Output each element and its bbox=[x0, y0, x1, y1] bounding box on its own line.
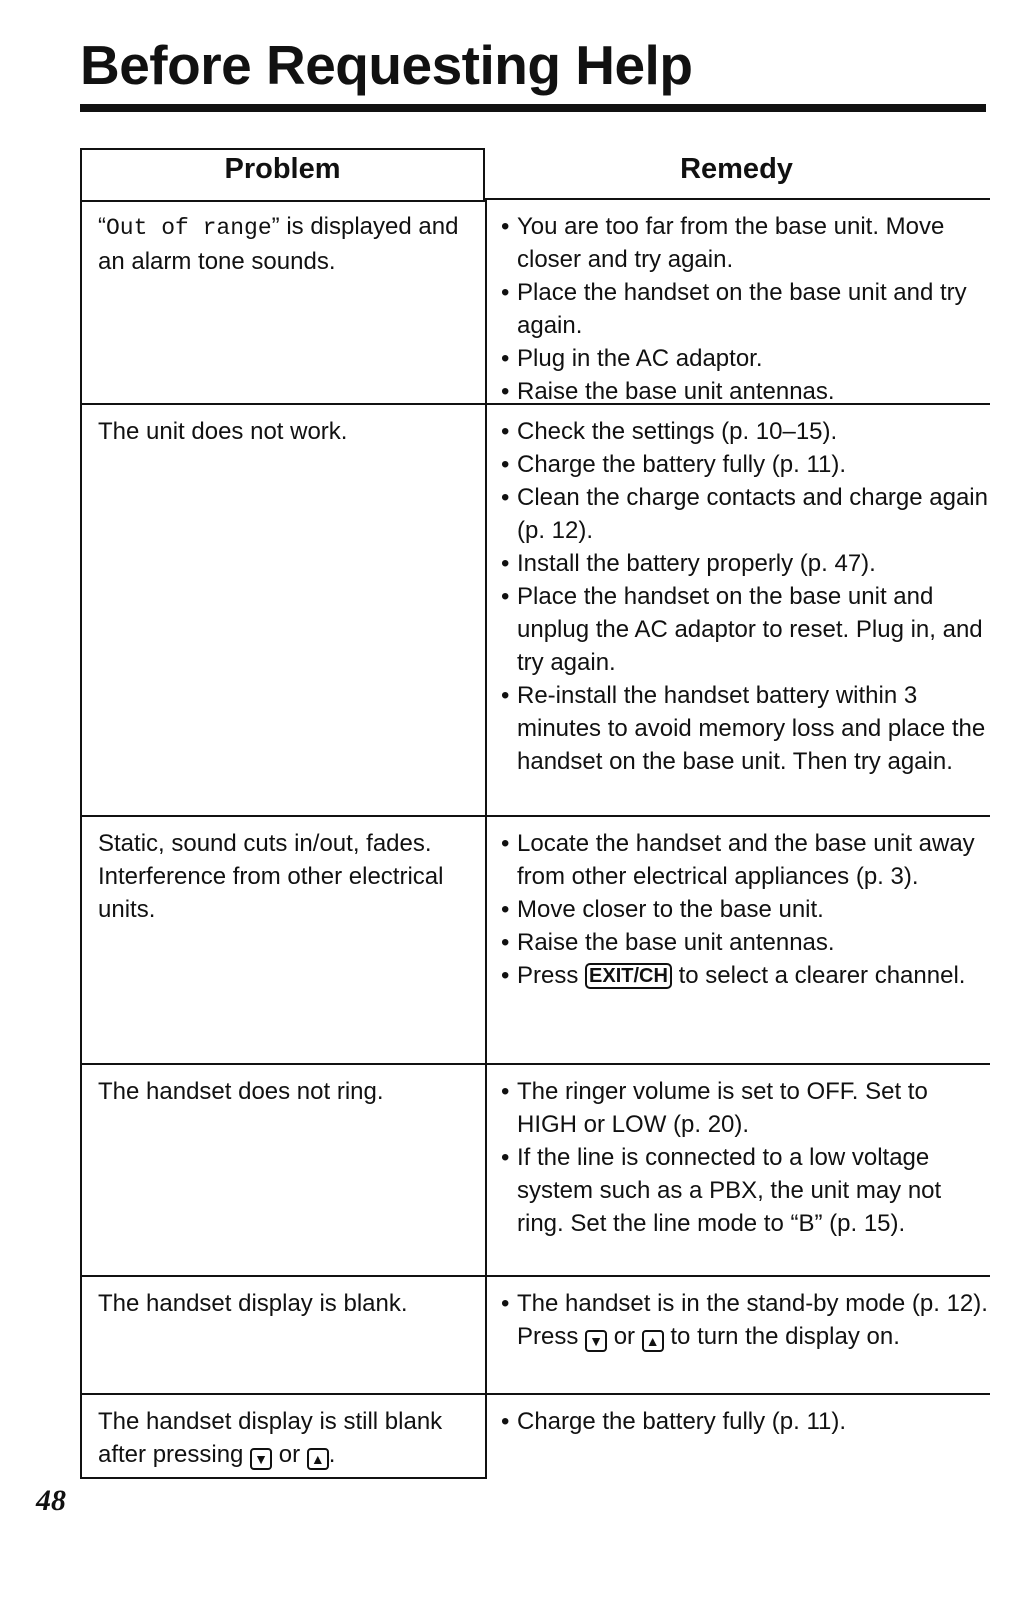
problem-text: or bbox=[278, 1441, 301, 1468]
remedy-text: Press bbox=[517, 962, 579, 989]
remedy-cell bbox=[487, 200, 990, 403]
remedy-cell bbox=[487, 1395, 990, 1479]
remedy-cell bbox=[487, 405, 990, 815]
remedy-item: • Check the settings (p. 10–15). bbox=[501, 415, 990, 448]
remedy-header: Remedy bbox=[680, 153, 793, 185]
exit-ch-key: EXIT/CH bbox=[585, 963, 672, 989]
remedy-text: The handset is in the stand-by mode (p. 12). Press bbox=[517, 1290, 988, 1350]
remedy-item: • Locate the handset and the base unit away from other electrical appliances (p. 3). bbox=[501, 827, 990, 893]
remedy-item: • You are too far from the base unit. Move closer and try again. bbox=[501, 210, 990, 276]
remedy-text: to turn the display on. bbox=[670, 1323, 900, 1350]
remedy-item: • Plug in the AC adaptor. bbox=[501, 342, 990, 375]
table-row bbox=[80, 817, 990, 1065]
problem-cell: “Out of range” is displayed and an alarm tone sounds. bbox=[80, 200, 487, 403]
display-message: Out of range bbox=[106, 215, 272, 241]
table-row bbox=[80, 1277, 990, 1395]
problem-cell: Static, sound cuts in/out, fades. Interference from other electrical units. bbox=[80, 817, 487, 1063]
remedy-item: • Charge the battery fully (p. 11). bbox=[501, 1405, 990, 1438]
problem-text: . bbox=[328, 1441, 336, 1468]
problem-cell: The handset does not ring. bbox=[80, 1065, 487, 1275]
remedy-item bbox=[501, 1287, 990, 1353]
table-row bbox=[80, 1065, 990, 1277]
problem-cell: The unit does not work. bbox=[80, 405, 487, 815]
title-rule bbox=[80, 104, 986, 112]
table-row bbox=[80, 200, 990, 405]
problem-cell bbox=[80, 1395, 487, 1479]
remedy-cell bbox=[487, 817, 990, 1063]
down-arrow-key-icon: ▼ bbox=[250, 1448, 272, 1470]
page-number: 48 bbox=[36, 1484, 66, 1517]
problem-cell: The handset display is blank. bbox=[80, 1277, 487, 1393]
problem-header: Problem bbox=[224, 153, 341, 185]
problem-text: is displayed and an alarm tone sounds. bbox=[98, 213, 459, 275]
remedy-item: • Place the handset on the base unit and unplug the AC adaptor to reset. Plug in, and try again. bbox=[501, 580, 990, 679]
down-arrow-key-icon: ▼ bbox=[585, 1330, 607, 1352]
troubleshooting-table bbox=[80, 148, 990, 1479]
remedy-item: • Raise the base unit antennas. bbox=[501, 375, 990, 408]
remedy-item: • Move closer to the base unit. bbox=[501, 893, 990, 926]
remedy-text: to select a clearer channel. bbox=[678, 962, 966, 989]
page-title: Before Requesting Help bbox=[80, 34, 693, 96]
remedy-item: • Place the handset on the base unit and try again. bbox=[501, 276, 990, 342]
table-row bbox=[80, 405, 990, 817]
table-row bbox=[80, 1395, 990, 1479]
remedy-item: • Re-install the handset battery within 3 minutes to avoid memory loss and place the handset on the base unit. Then try again. bbox=[501, 679, 990, 778]
up-arrow-key-icon: ▲ bbox=[642, 1330, 664, 1352]
table-header bbox=[80, 148, 990, 200]
remedy-text: or bbox=[613, 1323, 636, 1350]
remedy-item: • The ringer volume is set to OFF. Set to HIGH or LOW (p. 20). bbox=[501, 1075, 990, 1141]
remedy-item: • Clean the charge contacts and charge again (p. 12). bbox=[501, 481, 990, 547]
remedy-cell bbox=[487, 1277, 990, 1393]
problem-text: The handset display is still blank after pressing bbox=[98, 1408, 443, 1468]
remedy-item: • Raise the base unit antennas. bbox=[501, 926, 990, 959]
remedy-item: • If the line is connected to a low voltage system such as a PBX, the unit may not ring. Set the line mode to “B” (p. 15). bbox=[501, 1141, 990, 1240]
remedy-item: • Install the battery properly (p. 47). bbox=[501, 547, 990, 580]
remedy-item bbox=[501, 959, 990, 992]
remedy-item: • Charge the battery fully (p. 11). bbox=[501, 448, 990, 481]
up-arrow-key-icon: ▲ bbox=[307, 1448, 329, 1470]
remedy-cell bbox=[487, 1065, 990, 1275]
